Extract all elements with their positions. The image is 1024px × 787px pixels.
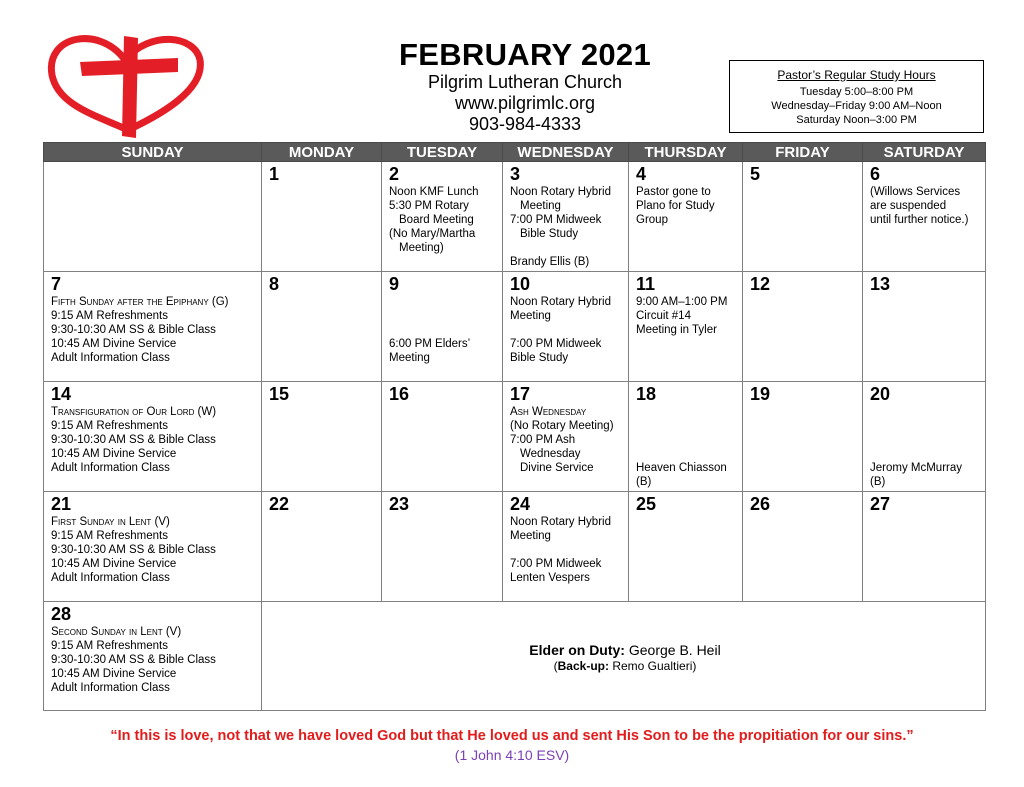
day-event: 9:15 AM Refreshments <box>51 420 168 432</box>
day-cell <box>863 272 986 382</box>
day-cell <box>44 162 262 272</box>
day-cell <box>382 492 503 602</box>
day-event: 9:00 AM–1:00 PM <box>636 296 728 308</box>
backup-open-paren: ( <box>553 658 558 673</box>
day-number: 4 <box>636 164 647 184</box>
day-cell <box>629 492 743 602</box>
day-event: Fifth Sunday after the Epiphany (G) <box>51 296 229 308</box>
day-event: Board Meeting <box>399 214 474 226</box>
day-cell <box>743 162 863 272</box>
day-event: Lenten Vespers <box>510 572 590 584</box>
day-event: Wednesday <box>520 448 581 460</box>
day-number: 26 <box>750 494 771 514</box>
day-number: 23 <box>389 494 410 514</box>
day-cell <box>262 162 382 272</box>
study-hours-line: Wednesday–Friday 9:00 AM–Noon <box>771 100 942 112</box>
weekday-header: SATURDAY <box>863 143 986 162</box>
day-number: 2 <box>389 164 400 184</box>
day-event <box>389 309 498 323</box>
day-cell <box>382 272 503 382</box>
day-event: 9:15 AM Refreshments <box>51 310 168 322</box>
scripture-reference: (1 John 4:10 ESV) <box>454 747 570 763</box>
weekday-header: MONDAY <box>262 143 382 162</box>
day-event: are suspended <box>870 200 947 212</box>
day-cell <box>44 382 262 492</box>
day-event: Divine Service <box>520 462 594 474</box>
day-event: Adult Information Class <box>51 352 170 364</box>
day-event: Meeting <box>389 352 430 364</box>
day-event: 9:30-10:30 AM SS & Bible Class <box>51 544 216 556</box>
day-event <box>636 433 738 447</box>
day-cell <box>503 382 629 492</box>
day-number: 16 <box>389 384 410 404</box>
day-event <box>870 433 981 447</box>
day-number: 28 <box>51 604 72 624</box>
day-event: Noon Rotary Hybrid <box>510 296 611 308</box>
day-event: (No Mary/Martha <box>389 228 476 240</box>
day-event: until further notice.) <box>870 214 969 226</box>
day-event: Plano for Study <box>636 200 715 212</box>
day-event: Noon Rotary Hybrid <box>510 516 611 528</box>
church-phone: 903-984-4333 <box>468 114 582 134</box>
day-event: 7:00 PM Midweek <box>510 214 602 226</box>
weekday-header: FRIDAY <box>743 143 863 162</box>
day-event: 5:30 PM Rotary <box>389 200 469 212</box>
day-number: 9 <box>389 274 400 294</box>
calendar-week-row <box>44 602 986 711</box>
day-number: 5 <box>750 164 761 184</box>
day-cell <box>503 492 629 602</box>
weekday-header: TUESDAY <box>382 143 503 162</box>
day-event: Noon Rotary Hybrid <box>510 186 611 198</box>
day-cell <box>629 272 743 382</box>
day-cell <box>743 492 863 602</box>
day-event: First Sunday in Lent (V) <box>51 516 170 528</box>
backup-close-paren: ) <box>692 658 697 673</box>
elder-on-duty-cell <box>262 602 986 711</box>
day-cell <box>382 162 503 272</box>
day-event: Circuit #14 <box>636 310 691 322</box>
study-hours-line: Tuesday 5:00–8:00 PM <box>799 86 914 98</box>
day-cell <box>503 162 629 272</box>
day-number: 15 <box>269 384 290 404</box>
day-event <box>870 447 981 461</box>
calendar-week-row <box>44 272 986 382</box>
study-hours-line: Saturday Noon–3:00 PM <box>796 114 917 126</box>
day-cell <box>503 272 629 382</box>
day-event: Bible Study <box>510 352 569 364</box>
church-website: www.pilgrimlc.org <box>454 93 596 113</box>
day-event: Adult Information Class <box>51 462 170 474</box>
day-event: 9:15 AM Refreshments <box>51 640 168 652</box>
day-event: Meeting) <box>399 242 444 254</box>
day-event: (No Rotary Meeting) <box>510 420 614 432</box>
elder-on-duty <box>269 641 981 659</box>
day-number: 1 <box>269 164 280 184</box>
day-event <box>870 419 981 433</box>
day-number: 21 <box>51 494 72 514</box>
day-cell <box>262 492 382 602</box>
day-event: 9:30-10:30 AM SS & Bible Class <box>51 434 216 446</box>
day-cell <box>863 492 986 602</box>
day-cell <box>629 382 743 492</box>
day-event <box>636 419 738 433</box>
calendar-grid <box>43 142 986 711</box>
elder-label: Elder on Duty: <box>529 641 625 658</box>
elder-backup <box>269 659 981 674</box>
day-event: Bible Study <box>520 228 579 240</box>
day-event: Ash Wednesday <box>510 406 587 418</box>
day-cell <box>44 602 262 711</box>
day-number: 14 <box>51 384 72 404</box>
day-number: 8 <box>269 274 280 294</box>
day-cell <box>863 162 986 272</box>
elder-name: George B. Heil <box>628 641 721 658</box>
day-number: 25 <box>636 494 657 514</box>
day-event: Brandy Ellis (B) <box>510 256 590 268</box>
day-cell <box>863 382 986 492</box>
day-event: (B) <box>870 476 886 488</box>
day-cell <box>44 492 262 602</box>
day-number: 3 <box>510 164 521 184</box>
day-event <box>389 295 498 309</box>
day-event: 9:30-10:30 AM SS & Bible Class <box>51 324 216 336</box>
scripture-verse: “In this is love, not that we have loved God but that He loved us and sent His Son to be the propitiation for our sins.” <box>110 728 914 744</box>
day-number: 27 <box>870 494 891 514</box>
calendar-week-row <box>44 162 986 272</box>
day-event: 10:45 AM Divine Service <box>51 448 177 460</box>
day-event: Meeting in Tyler <box>636 324 717 336</box>
calendar-header <box>300 38 750 135</box>
day-number: 12 <box>750 274 771 294</box>
calendar-week-row <box>44 382 986 492</box>
day-event: Group <box>636 214 668 226</box>
calendar-title: FEBRUARY 2021 <box>399 37 651 72</box>
day-cell <box>743 382 863 492</box>
day-number: 13 <box>870 274 891 294</box>
study-hours-title: Pastor’s Regular Study Hours <box>777 68 936 82</box>
day-event <box>510 323 624 337</box>
day-event: 10:45 AM Divine Service <box>51 668 177 680</box>
day-event: 9:15 AM Refreshments <box>51 530 168 542</box>
day-number: 10 <box>510 274 531 294</box>
weekday-header: SUNDAY <box>44 143 262 162</box>
day-event: Meeting <box>510 530 551 542</box>
day-cell <box>382 382 503 492</box>
day-event: Jeromy McMurray <box>870 462 963 474</box>
day-event <box>870 405 981 419</box>
day-number: 19 <box>750 384 771 404</box>
day-event: Pastor gone to <box>636 186 711 198</box>
day-event: Heaven Chiasson <box>636 462 727 474</box>
day-event <box>510 241 624 255</box>
day-event: Meeting <box>520 200 561 212</box>
heart-cross-logo-icon <box>40 30 210 140</box>
day-number: 22 <box>269 494 290 514</box>
day-event: 10:45 AM Divine Service <box>51 338 177 350</box>
day-event: 7:00 PM Midweek <box>510 338 602 350</box>
day-event: (B) <box>636 476 652 488</box>
day-event: Noon KMF Lunch <box>389 186 479 198</box>
church-name: Pilgrim Lutheran Church <box>427 72 623 92</box>
day-cell <box>743 272 863 382</box>
day-event: Adult Information Class <box>51 682 170 694</box>
day-cell <box>44 272 262 382</box>
day-number: 24 <box>510 494 531 514</box>
day-event <box>636 405 738 419</box>
day-event: 10:45 AM Divine Service <box>51 558 177 570</box>
day-event: Second Sunday in Lent (V) <box>51 626 182 638</box>
day-number: 11 <box>636 274 656 294</box>
day-event: Transfiguration of Our Lord (W) <box>51 406 217 418</box>
day-cell <box>262 272 382 382</box>
day-number: 20 <box>870 384 891 404</box>
day-event: Meeting <box>510 310 551 322</box>
study-hours-box <box>729 60 984 133</box>
day-event: 9:30-10:30 AM SS & Bible Class <box>51 654 216 666</box>
day-event: 7:00 PM Ash <box>510 434 576 446</box>
day-event <box>389 323 498 337</box>
weekday-header: THURSDAY <box>629 143 743 162</box>
day-number: 17 <box>510 384 531 404</box>
weekday-header: WEDNESDAY <box>503 143 629 162</box>
day-event: (Willows Services <box>870 186 961 198</box>
day-event: 7:00 PM Midweek <box>510 558 602 570</box>
day-event <box>636 447 738 461</box>
day-event <box>510 543 624 557</box>
day-number: 18 <box>636 384 657 404</box>
day-number: 7 <box>51 274 62 294</box>
day-cell <box>262 382 382 492</box>
backup-label: Back-up: <box>557 658 609 673</box>
calendar-week-row <box>44 492 986 602</box>
day-number: 6 <box>870 164 881 184</box>
weekday-header-row <box>44 143 986 162</box>
day-event: Adult Information Class <box>51 572 170 584</box>
day-cell <box>629 162 743 272</box>
day-event: 6:00 PM Elders’ <box>389 338 471 350</box>
backup-name: Remo Gualtieri <box>612 658 693 673</box>
